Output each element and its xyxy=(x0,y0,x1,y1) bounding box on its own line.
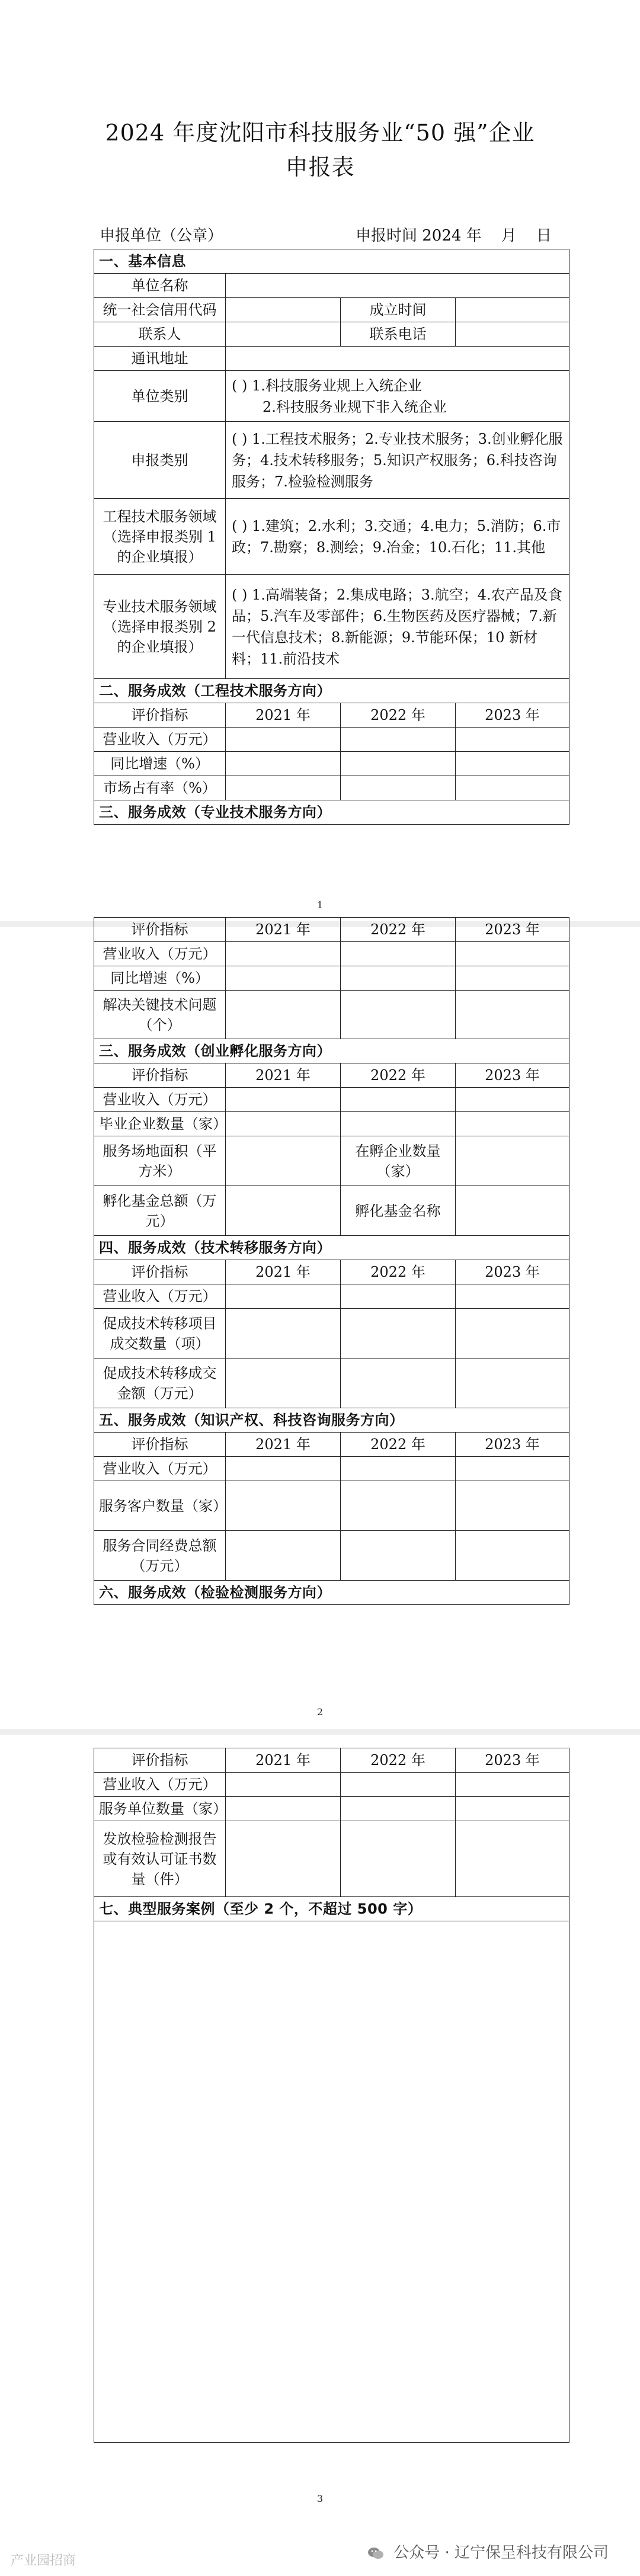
page-number-2: 2 xyxy=(316,1706,324,1718)
row-label: 营业收入（万元） xyxy=(94,1284,226,1309)
input-cell[interactable] xyxy=(341,1359,456,1408)
col-indicator: 评价指标 xyxy=(94,1433,226,1457)
input-cell[interactable] xyxy=(226,1088,341,1112)
row-label: 服务合同经费总额（万元） xyxy=(94,1531,226,1581)
input-cell[interactable] xyxy=(456,1821,569,1897)
input-cell[interactable] xyxy=(341,776,456,800)
page-number-3: 3 xyxy=(316,2493,324,2504)
row-label: 同比增速（%） xyxy=(94,966,226,991)
input-cell[interactable] xyxy=(456,942,569,966)
input-cell[interactable] xyxy=(226,1797,341,1821)
col-2022: 2022 年 xyxy=(341,1433,456,1457)
col-2023: 2023 年 xyxy=(456,1063,569,1088)
row-label: 促成技术转移项目成交数量（项） xyxy=(94,1309,226,1359)
label-apply-type: 申报类别 xyxy=(94,422,226,499)
section-heading-pro: 三、服务成效（专业技术服务方向） xyxy=(94,800,569,825)
input-cell[interactable] xyxy=(456,1284,569,1309)
field-address[interactable] xyxy=(226,347,569,371)
page-number-1: 1 xyxy=(316,899,324,911)
watermark: 产业园招商 xyxy=(11,2553,76,2568)
col-2021: 2021 年 xyxy=(226,1260,341,1284)
input-cell[interactable] xyxy=(226,776,341,800)
input-cell[interactable] xyxy=(341,728,456,752)
input-cell[interactable] xyxy=(226,1186,341,1236)
input-cell[interactable] xyxy=(226,1773,341,1797)
row-label: 市场占有率（%） xyxy=(94,776,226,800)
row-label: 服务场地面积（平方米） xyxy=(94,1136,226,1186)
form-table-page-1 xyxy=(94,249,569,825)
col-2021: 2021 年 xyxy=(226,1433,341,1457)
input-cell[interactable] xyxy=(226,942,341,966)
input-cell[interactable] xyxy=(341,1797,456,1821)
input-cell[interactable] xyxy=(226,1481,341,1531)
footer-brand xyxy=(367,2540,609,2562)
col-2022: 2022 年 xyxy=(341,1063,456,1088)
unit-type-option-2: 2.科技服务业规下非入统企业 xyxy=(263,398,447,415)
input-cell[interactable] xyxy=(456,991,569,1039)
input-cell[interactable] xyxy=(456,752,569,776)
input-cell[interactable] xyxy=(226,1457,341,1481)
col-2021: 2021 年 xyxy=(226,1063,341,1088)
input-cell[interactable] xyxy=(341,966,456,991)
row-label: 孵化基金名称 xyxy=(341,1186,456,1236)
section-heading-inspection: 六、服务成效（检验检测服务方向） xyxy=(94,1581,569,1605)
input-cell[interactable] xyxy=(341,1457,456,1481)
row-label: 孵化基金总额（万元） xyxy=(94,1186,226,1236)
input-cell[interactable] xyxy=(456,1186,569,1236)
input-cell[interactable] xyxy=(341,1284,456,1309)
field-credit-code[interactable] xyxy=(226,298,341,322)
field-apply-type[interactable]: ( ) 1.工程技术服务；2.专业技术服务；3.创业孵化服务；4.技术转移服务；5.知识产权服务；6.科技咨询服务；7.检验检测服务 xyxy=(226,422,569,499)
col-2022: 2022 年 xyxy=(341,1260,456,1284)
input-cell[interactable] xyxy=(226,991,341,1039)
input-cell[interactable] xyxy=(341,1821,456,1897)
input-cell[interactable] xyxy=(456,1112,569,1136)
row-label: 营业收入（万元） xyxy=(94,1773,226,1797)
input-cell[interactable] xyxy=(456,966,569,991)
col-2021: 2021 年 xyxy=(226,703,341,728)
unit-type-option-1: ( ) 1.科技服务业规上入统企业 xyxy=(232,377,422,394)
field-unit-name[interactable] xyxy=(226,274,569,298)
input-cell[interactable] xyxy=(226,1284,341,1309)
footer-brand-text: 公众号 · 辽宁保呈科技有限公司 xyxy=(393,2544,609,2562)
input-cell[interactable] xyxy=(456,776,569,800)
field-eng-field[interactable]: ( ) 1.建筑；2.水利；3.交通；4.电力；5.消防；6.市政；7.勘察；8.测绘；9.冶金；10.石化；11.其他 xyxy=(226,499,569,575)
col-2021: 2021 年 xyxy=(226,918,341,942)
wechat-icon xyxy=(367,2546,384,2561)
label-eng-field: 工程技术服务领域（选择申报类别 1 的企业填报） xyxy=(94,499,226,575)
col-2022: 2022 年 xyxy=(341,1748,456,1773)
input-cell[interactable] xyxy=(456,728,569,752)
col-2023: 2023 年 xyxy=(456,703,569,728)
input-cell[interactable] xyxy=(456,1773,569,1797)
title-line-2: 申报表 xyxy=(285,154,355,180)
row-label: 服务客户数量（家） xyxy=(94,1481,226,1531)
field-phone[interactable] xyxy=(456,322,569,347)
document-title xyxy=(0,116,640,184)
label-pro-field: 专业技术服务领域（选择申报类别 2 的企业填报） xyxy=(94,575,226,679)
input-cell[interactable] xyxy=(341,1112,456,1136)
section-heading-ip-consulting: 五、服务成效（知识产权、科技咨询服务方向） xyxy=(94,1408,569,1433)
input-cell[interactable] xyxy=(341,752,456,776)
input-cell[interactable] xyxy=(456,1359,569,1408)
input-cell[interactable] xyxy=(226,1136,341,1186)
col-indicator: 评价指标 xyxy=(94,1260,226,1284)
label-unit-type: 单位类别 xyxy=(94,371,226,422)
input-cell[interactable] xyxy=(226,1531,341,1581)
section-heading-tech-transfer: 四、服务成效（技术转移服务方向） xyxy=(94,1236,569,1260)
label-credit-code: 统一社会信用代码 xyxy=(94,298,226,322)
input-cell[interactable] xyxy=(456,1481,569,1531)
label-phone: 联系电话 xyxy=(341,322,456,347)
row-label: 营业收入（万元） xyxy=(94,942,226,966)
title-line-1: 2024 年度沈阳市科技服务业“50 强”企业 xyxy=(105,120,535,146)
input-cell[interactable] xyxy=(226,752,341,776)
applicant-label: 申报单位（公章） xyxy=(100,227,223,245)
col-2023: 2023 年 xyxy=(456,918,569,942)
row-label: 营业收入（万元） xyxy=(94,728,226,752)
input-cell[interactable] xyxy=(456,1531,569,1581)
label-contact: 联系人 xyxy=(94,322,226,347)
page-divider xyxy=(0,1729,640,1735)
input-cell[interactable] xyxy=(341,1773,456,1797)
form-table-page-3 xyxy=(94,1748,569,2443)
col-2022: 2022 年 xyxy=(341,703,456,728)
section-heading-cases: 七、典型服务案例（至少 2 个，不超过 500 字） xyxy=(94,1897,569,1921)
cases-textarea[interactable] xyxy=(94,1921,569,2443)
row-label: 解决关键技术问题（个） xyxy=(94,991,226,1039)
col-2022: 2022 年 xyxy=(341,918,456,942)
row-label: 服务单位数量（家） xyxy=(94,1797,226,1821)
input-cell[interactable] xyxy=(456,1309,569,1359)
input-cell[interactable] xyxy=(341,1309,456,1359)
col-indicator: 评价指标 xyxy=(94,918,226,942)
input-cell[interactable] xyxy=(226,1821,341,1897)
row-label: 同比增速（%） xyxy=(94,752,226,776)
field-unit-type[interactable] xyxy=(226,371,569,422)
input-cell[interactable] xyxy=(456,1088,569,1112)
field-contact[interactable] xyxy=(226,322,341,347)
label-established: 成立时间 xyxy=(341,298,456,322)
section-heading-incubation: 三、服务成效（创业孵化服务方向） xyxy=(94,1039,569,1063)
col-2023: 2023 年 xyxy=(456,1433,569,1457)
input-cell[interactable] xyxy=(226,1309,341,1359)
input-cell[interactable] xyxy=(341,942,456,966)
input-cell[interactable] xyxy=(456,1136,569,1186)
row-label: 在孵企业数量（家） xyxy=(341,1136,456,1186)
input-cell[interactable] xyxy=(456,1457,569,1481)
input-cell[interactable] xyxy=(226,1112,341,1136)
row-label: 发放检验检测报告或有效认可证书数量（件） xyxy=(94,1821,226,1897)
label-unit-name: 单位名称 xyxy=(94,274,226,298)
input-cell[interactable] xyxy=(341,1481,456,1531)
row-label: 促成技术转移成交金额（万元） xyxy=(94,1359,226,1408)
input-cell[interactable] xyxy=(341,1531,456,1581)
input-cell[interactable] xyxy=(226,1359,341,1408)
field-pro-field[interactable]: ( ) 1.高端装备；2.集成电路；3.航空；4.农产品及食品；5.汽车及零部件；6.生物医药及医疗器械；7.新一代信息技术；8.新能源；9.节能环保；10 新材料；11.前沿技术 xyxy=(226,575,569,679)
input-cell[interactable] xyxy=(341,1088,456,1112)
input-cell[interactable] xyxy=(456,1797,569,1821)
form-table-page-2 xyxy=(94,917,569,1605)
section-heading-basic: 一、基本信息 xyxy=(94,249,569,274)
input-cell[interactable] xyxy=(226,728,341,752)
row-label: 营业收入（万元） xyxy=(94,1457,226,1481)
col-indicator: 评价指标 xyxy=(94,703,226,728)
col-2023: 2023 年 xyxy=(456,1748,569,1773)
field-established[interactable] xyxy=(456,298,569,322)
input-cell[interactable] xyxy=(226,966,341,991)
apply-date-label: 申报时间 2024 年 月 日 xyxy=(356,227,552,245)
label-address: 通讯地址 xyxy=(94,347,226,371)
col-2023: 2023 年 xyxy=(456,1260,569,1284)
col-2021: 2021 年 xyxy=(226,1748,341,1773)
input-cell[interactable] xyxy=(341,991,456,1039)
col-indicator: 评价指标 xyxy=(94,1748,226,1773)
row-label: 毕业企业数量（家） xyxy=(94,1112,226,1136)
col-indicator: 评价指标 xyxy=(94,1063,226,1088)
row-label: 营业收入（万元） xyxy=(94,1088,226,1112)
meta-row xyxy=(95,224,569,248)
section-heading-eng: 二、服务成效（工程技术服务方向） xyxy=(94,679,569,703)
